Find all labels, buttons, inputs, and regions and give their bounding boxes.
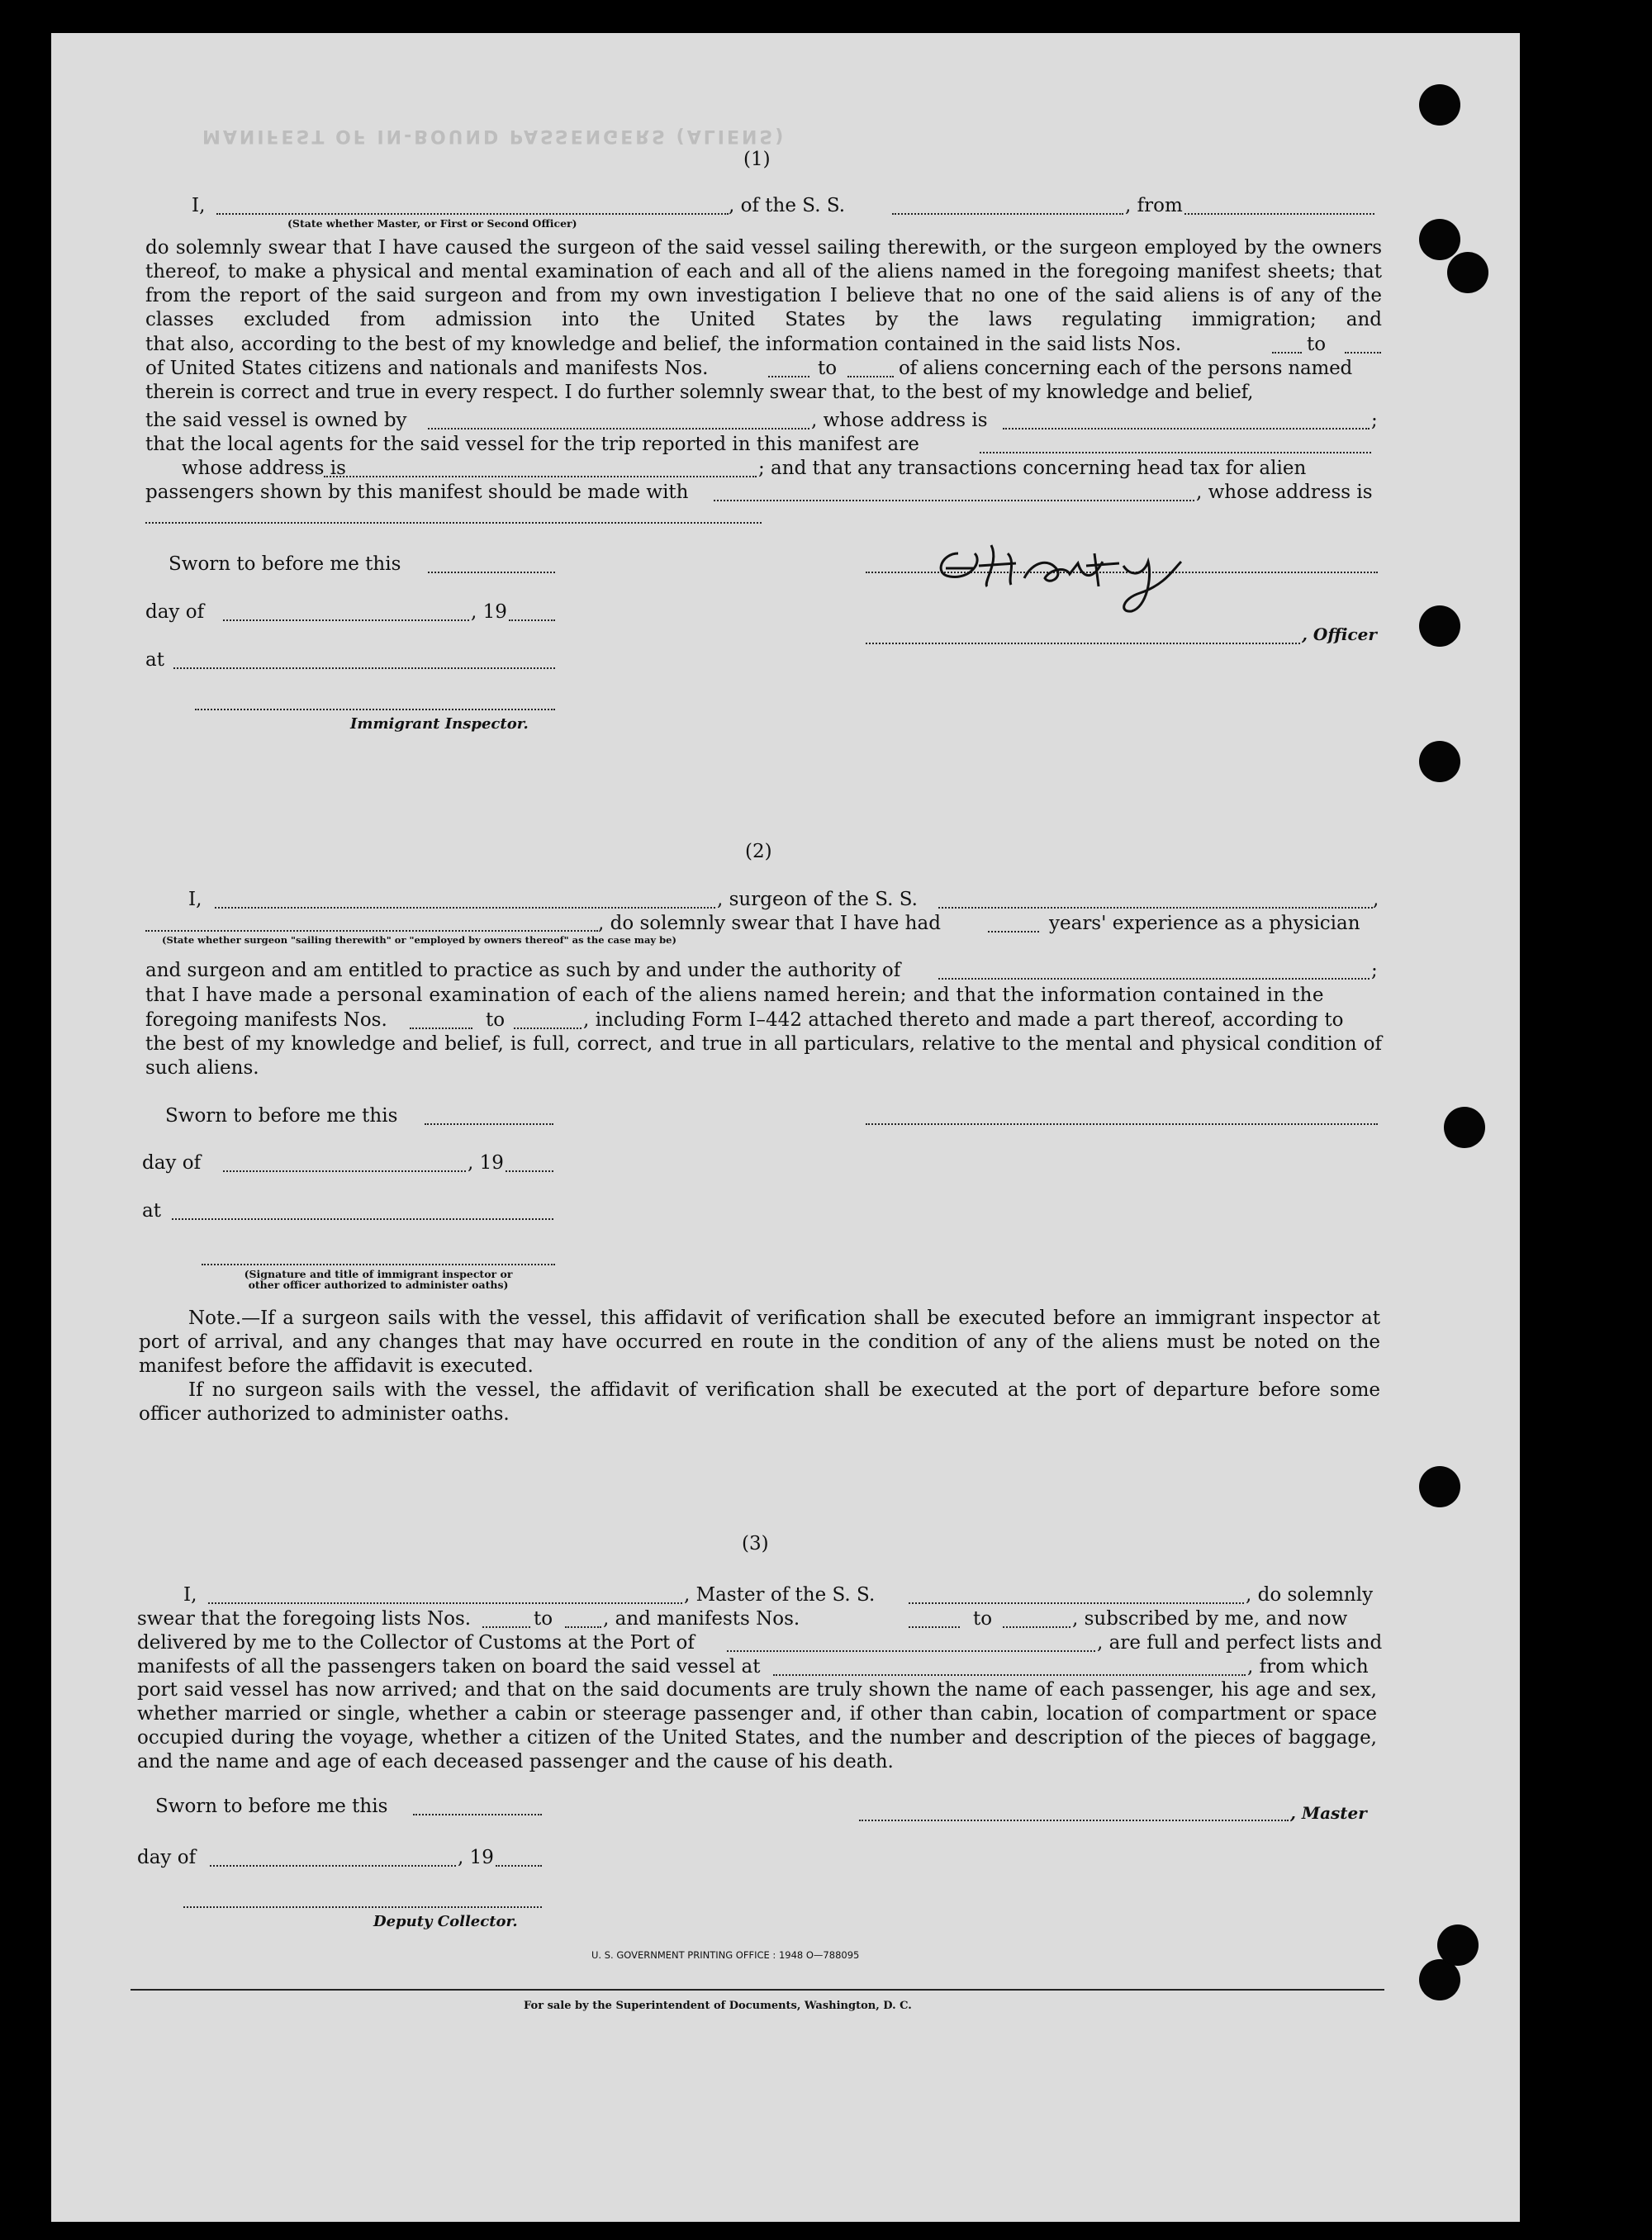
- head-tax-contact-field[interactable]: [714, 500, 1194, 501]
- binder-hole: [1419, 219, 1460, 260]
- binder-hole: [1419, 1466, 1460, 1507]
- passengers-label: passengers shown by this manifest should be made with: [145, 482, 689, 503]
- owner-field[interactable]: [428, 428, 809, 429]
- sworn-place-field[interactable]: [173, 667, 555, 669]
- officer-name-field[interactable]: [216, 213, 729, 215]
- aliens-label: of aliens concerning each of the persons named: [899, 358, 1353, 379]
- semicolon: ;: [1371, 410, 1378, 431]
- deputy-collector-signature-field[interactable]: [183, 1906, 542, 1908]
- lists-label: that also, according to the best of my knowledge and belief, the information contained in the said lists Nos.: [145, 334, 1182, 355]
- from-label: , from: [1125, 195, 1183, 216]
- owned-by-label: the said vessel is owned by: [145, 410, 407, 431]
- master-manifests-to-field[interactable]: [1003, 1626, 1070, 1628]
- foregoing-lists-label: swear that the foregoing lists Nos.: [137, 1608, 472, 1630]
- comma: ,: [1373, 889, 1379, 910]
- sworn-month-field-2[interactable]: [223, 1170, 466, 1172]
- arrival-paragraph: port said vessel has now arrived; and that on the said documents are truly shown the name of each passenger, his age and sex, whether married or single, whether a cabin or steerage passenger and, if other than cabin, location of compartment or space occupied during the voyage, whether a citizen of the United States, and the number and description of the pieces of baggage, and the name and age of each deceased passenger and the cause of his death.: [137, 1679, 1377, 1773]
- swear-label: , do solemnly swear that I have had: [598, 913, 941, 934]
- boarding-port-field[interactable]: [773, 1674, 1246, 1676]
- belief-paragraph: the best of my knowledge and belief, is full, correct, and true in all particulars, relative to the mental and physical condition of such aliens.: [145, 1033, 1382, 1079]
- sworn-day-field-3[interactable]: [413, 1814, 542, 1815]
- binder-hole: [1444, 1107, 1485, 1148]
- surgeon-status-field[interactable]: [145, 930, 598, 932]
- to-label: to: [818, 358, 838, 379]
- sworn-year-field-3[interactable]: [496, 1865, 542, 1867]
- master-title: , Master: [1290, 1803, 1367, 1823]
- local-agents-field[interactable]: [980, 452, 1371, 453]
- master-vessel-field[interactable]: [909, 1602, 1244, 1604]
- surgeon-manifests-to-field[interactable]: [514, 1027, 582, 1029]
- binder-hole: [1447, 252, 1488, 293]
- do-solemnly-label: , do solemnly: [1246, 1584, 1374, 1606]
- head-tax-text: ; and that any transactions concerning head tax for alien: [758, 458, 1307, 479]
- officer-title: , Officer: [1302, 624, 1377, 644]
- day-of-label: day of: [142, 1152, 202, 1174]
- section-3-number: (3): [742, 1533, 769, 1554]
- inspector-title: Immigrant Inspector.: [350, 715, 529, 733]
- footer-sale-note: For sale by the Superintendent of Documents, Washington, D. C.: [524, 2000, 912, 2012]
- master-lists-from-field[interactable]: [482, 1626, 530, 1628]
- manifests-to-field[interactable]: [847, 376, 894, 377]
- delivered-label: delivered by me to the Collector of Customs at the Port of: [137, 1632, 695, 1654]
- note-paragraph-1: Note.—If a surgeon sails with the vessel, this affidavit of verification shall be executed before an immigrant inspector at port of arrival, and any changes that may have occurred en route in the condition of any of the aliens must be noted on the manifest before the affidavit is executed.: [139, 1307, 1380, 1377]
- to-label: to: [973, 1608, 993, 1630]
- master-signature-line[interactable]: [859, 1820, 1289, 1821]
- manifests-from-field[interactable]: [768, 376, 809, 377]
- day-of-label: day of: [145, 601, 205, 623]
- vessel-name-field[interactable]: [892, 213, 1123, 215]
- lists-to-field[interactable]: [1345, 352, 1381, 354]
- master-manifests-from-field[interactable]: [909, 1626, 960, 1628]
- manifests-passengers-label: manifests of all the passengers taken on board the said vessel at: [137, 1656, 761, 1678]
- authorized-officer-signature-field[interactable]: [202, 1264, 555, 1265]
- year-label: , 19: [471, 601, 507, 623]
- semicolon: ;: [1371, 960, 1378, 981]
- from-port-field[interactable]: [1184, 213, 1374, 215]
- examination-text: that I have made a personal examination of each of the aliens named herein; and that the information contained in the: [145, 985, 1324, 1006]
- subscribed-label: , subscribed by me, and now: [1072, 1608, 1348, 1630]
- sworn-month-field-3[interactable]: [210, 1865, 456, 1867]
- experience-label: years' experience as a physician: [1049, 913, 1360, 934]
- gpo-imprint: U. S. GOVERNMENT PRINTING OFFICE : 1948 O—788095: [591, 1949, 860, 1961]
- sworn-label: Sworn to before me this: [165, 1105, 398, 1127]
- form-text: , including Form I–442 attached thereto and made a part thereof, according to: [583, 1009, 1344, 1031]
- to-label: to: [534, 1608, 553, 1630]
- signature-note-1: (Signature and title of immigrant inspector or: [244, 1268, 513, 1280]
- contact-address-cont-field[interactable]: [145, 522, 762, 524]
- to-label: to: [486, 1009, 506, 1031]
- day-of-label: day of: [137, 1847, 197, 1868]
- years-field[interactable]: [988, 931, 1039, 933]
- sworn-label: Sworn to before me this: [155, 1796, 388, 1817]
- at-label: at: [145, 649, 164, 671]
- master-lists-to-field[interactable]: [565, 1626, 601, 1628]
- footer-rule: [131, 1989, 1384, 1991]
- surgeon-manifests-from-field[interactable]: [410, 1027, 472, 1029]
- master-name-field[interactable]: [208, 1602, 682, 1604]
- binder-hole: [1419, 84, 1460, 126]
- year-label: , 19: [458, 1847, 494, 1868]
- bleed-through-text: MANIFEST OF IN-BOUND PASSENGERS (ALIENS): [202, 126, 786, 146]
- to-label: to: [1307, 334, 1327, 355]
- surgeon-vessel-field[interactable]: [938, 907, 1373, 909]
- i-label: I,: [183, 1584, 197, 1606]
- at-label: at: [142, 1200, 161, 1222]
- owner-address-field[interactable]: [1003, 428, 1370, 429]
- port-field[interactable]: [727, 1650, 1095, 1652]
- binder-hole: [1419, 605, 1460, 647]
- of-ss-label: , of the S. S.: [729, 195, 846, 216]
- note-paragraph-2: If no surgeon sails with the vessel, the affidavit of verification shall be executed at the port of departure before some officer authorized to administer oaths.: [139, 1379, 1380, 1425]
- sworn-year-field-2[interactable]: [506, 1170, 553, 1172]
- sworn-label: Sworn to before me this: [169, 553, 401, 575]
- owner-address-label: , whose address is: [811, 410, 988, 431]
- year-label: , 19: [468, 1152, 504, 1174]
- surgeon-state-note: (State whether surgeon "sailing therewith" or "employed by owners thereof" as the case may be): [162, 934, 676, 946]
- sworn-month-field[interactable]: [223, 619, 469, 621]
- binder-hole: [1419, 741, 1460, 782]
- sworn-year-field[interactable]: [509, 619, 555, 621]
- inspector-signature-field[interactable]: [195, 709, 555, 710]
- section-2-number: (2): [745, 841, 772, 862]
- authority-label: and surgeon and am entitled to practice as such by and under the authority of: [145, 960, 901, 981]
- from-which-label: , from which: [1247, 1656, 1369, 1678]
- officer-title-line[interactable]: [866, 643, 1300, 644]
- full-lists-label: , are full and perfect lists and: [1097, 1632, 1383, 1654]
- i-label: I,: [188, 889, 202, 910]
- state-note: (State whether Master, or First or Second Officer): [287, 217, 577, 230]
- contact-address-label: , whose address is: [1196, 482, 1373, 503]
- agent-address-label: whose address is: [182, 458, 346, 479]
- sworn-place-field-2[interactable]: [172, 1218, 553, 1220]
- master-of-label: , Master of the S. S.: [684, 1584, 876, 1606]
- deputy-collector-title: Deputy Collector.: [373, 1913, 518, 1930]
- sworn-day-field[interactable]: [428, 572, 555, 573]
- local-agents-label: that the local agents for the said vessel for the trip reported in this manifest are: [145, 434, 919, 455]
- lists-from-field[interactable]: [1272, 352, 1302, 354]
- oath-paragraph-1: do solemnly swear that I have caused the surgeon of the said vessel sailing therewith, or the surgeon employed by the owners thereof, to make a physical and mental examination of each and all of the aliens named in the foregoing manifest sheets; that from the report of the said surgeon and from my own investigation I believe that no one of the said aliens is of any of the classes excluded from admission into the United States by the laws regulating immigration; and: [145, 237, 1382, 330]
- officer-signature: [925, 529, 1256, 619]
- signature-note-2: other officer authorized to administer oaths): [248, 1279, 509, 1291]
- foregoing-label: foregoing manifests Nos.: [145, 1009, 387, 1031]
- correct-text: therein is correct and true in every respect. I do further solemnly swear that, to the best of my knowledge and belief,: [145, 382, 1254, 403]
- authority-field[interactable]: [938, 978, 1370, 980]
- agent-address-field[interactable]: [324, 476, 757, 477]
- section-1-number: (1): [743, 149, 771, 170]
- manifests-label: of United States citizens and nationals and manifests Nos.: [145, 358, 709, 379]
- sworn-day-field-2[interactable]: [425, 1123, 553, 1125]
- surgeon-signature-line[interactable]: [866, 1123, 1378, 1125]
- i-label: I,: [192, 195, 206, 216]
- binder-hole: [1437, 1924, 1479, 1966]
- surgeon-of-label: , surgeon of the S. S.: [717, 889, 918, 910]
- surgeon-name-field[interactable]: [215, 907, 715, 909]
- and-manifests-label: , and manifests Nos.: [603, 1608, 800, 1630]
